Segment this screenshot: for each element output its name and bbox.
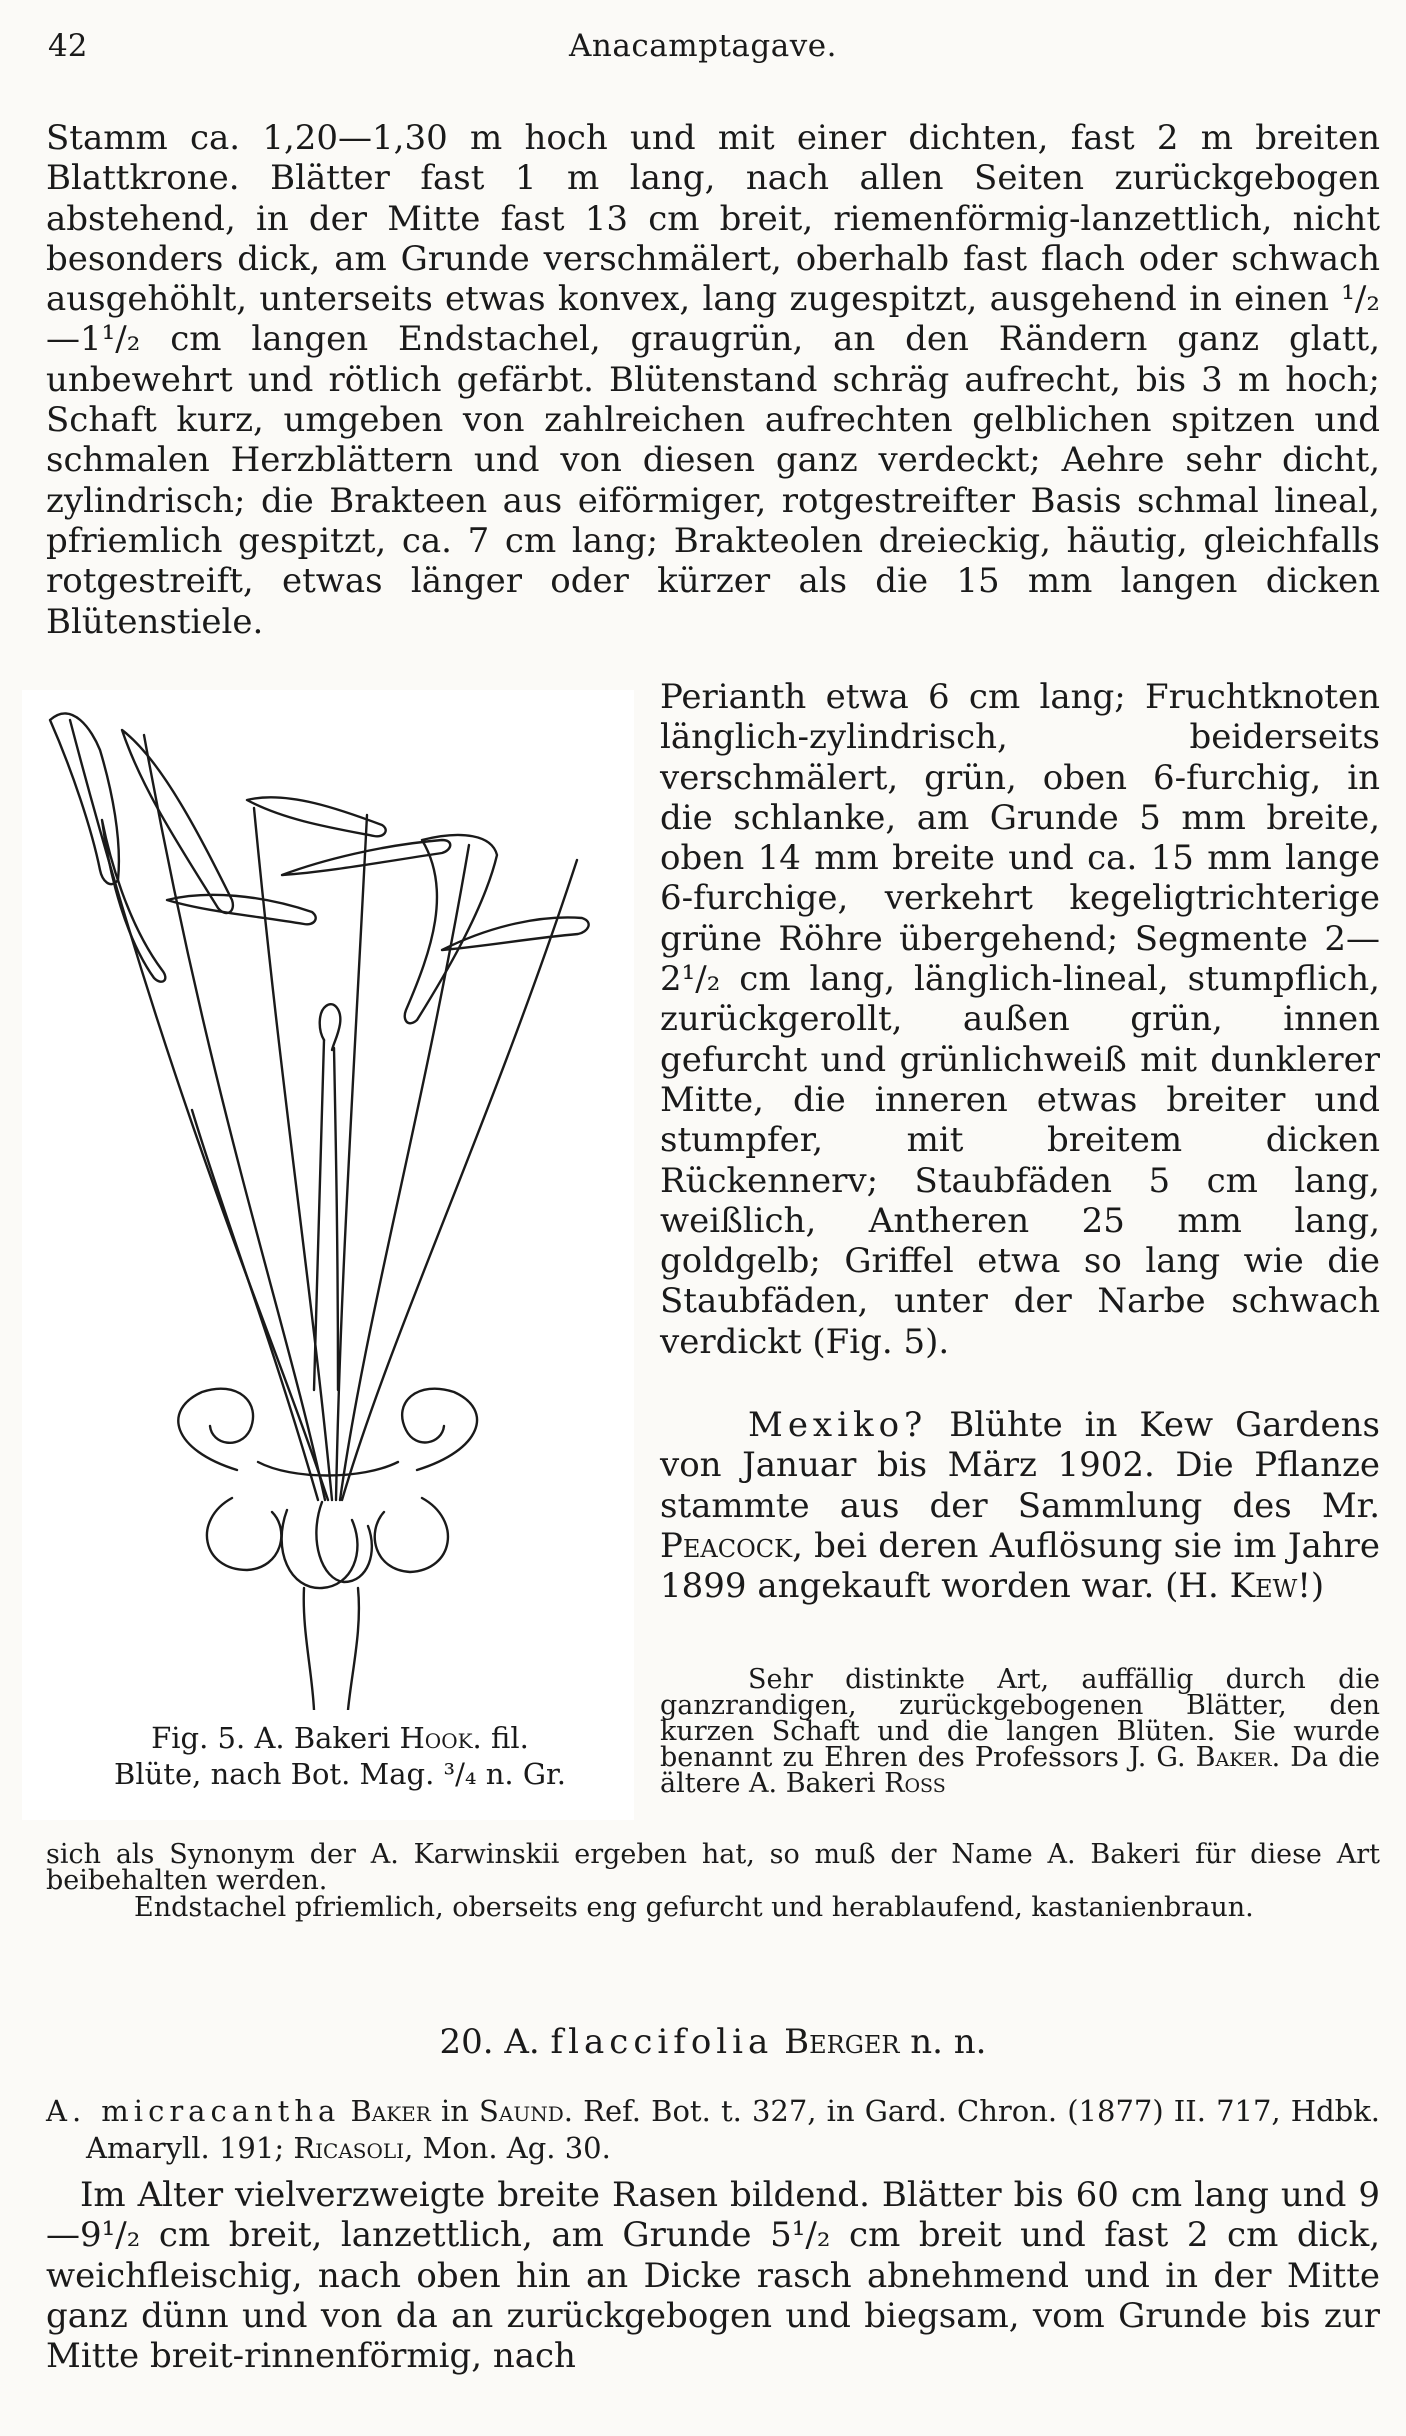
segment-center-front [282,1510,358,1588]
segment-right-outer [402,1389,477,1470]
reference-journal: Saund [479,2094,564,2128]
page-number: 42 [48,28,88,64]
text-run: !) [1297,1566,1325,1607]
caption-text-2: Blüte, nach Bot. Mag. ³/₄ n. Gr. [114,1757,566,1791]
anther-8 [102,820,165,982]
filament-4 [336,815,367,1500]
ovary-right [348,1588,359,1710]
species-number: 20. A. [439,2022,551,2062]
anther-3 [247,797,386,836]
segment-right-inner [375,1498,448,1572]
segment-left-outer [178,1389,253,1470]
caption-text: . fil. [472,1721,529,1755]
anther-7 [442,917,589,950]
text-run: Blühte in Kew Gardens von Januar bis März 1902. Die Pflanze stammte aus der Sammlung des Mr. [660,1405,1380,1526]
filament-7 [192,1110,318,1500]
caption-text: Fig. 5. A. Bakeri [151,1721,400,1755]
text-run: , bei deren Auflösung sie im Jahre 1899 angekauft worden war. (H. [660,1525,1380,1607]
style-right [334,1048,338,1390]
figure-caption [50,1720,630,1792]
reference-author: Ricasoli [293,2131,405,2165]
remark-continuation: sich als Synonym der A. Karwinskii ergeben hat, so muß der Name A. Bakeri für diese Art beibehalten werden. [46,1839,1380,1896]
text-run: Sehr distinkte Art, auffällig durch die ganzrandigen, zurückgebogenen Blätter, den kurzen Schaft und die langen Blüten. Sie wurde benannt zu Ehren des Professors J. G. [660,1664,1380,1773]
running-title: Anacamptagave. [569,28,837,64]
country-name: Mexiko? [748,1405,928,1445]
text-run: n. n. [899,2022,987,2062]
caption-author: Hook [399,1721,473,1755]
locality-paragraph [660,1405,1380,1606]
synonymy-reference [46,2093,1380,2167]
ovary-left [304,1588,314,1710]
person-name: Peacock [660,1525,793,1566]
segment-center-back [316,1502,371,1582]
description-paragraph-1: Stamm ca. 1,20—1,30 m hoch und mit einer dichten, fast 2 m breiten Blattkrone. Blätter fast 1 m lang, nach allen Seiten zurückgebogen abstehend, in der Mitte fast 13 cm breit, riemenförmig-lanzettlich, nicht besonders dick, am Grunde verschmälert, oberhalb fast flach oder schwach ausgehöhlt, unterseits etwas konvex, lang zugespitzt, ausgehend in einen ¹/₂—1¹/₂ cm langen Endstachel, graugrün, an den Rändern ganz glatt, unbewehrt und rötlich gefärbt. Blütenstand schräg aufrecht, bis 3 m hoch; Schaft kurz, umgeben von zahlreichen aufrechten gelblichen spitzen und schmalen Herzblättern und von diesen ganz verdeckt; Aehre sehr dicht, zylindrisch; die Brakteen aus eiförmiger, rotgestreifter Basis schmal lineal, pfriemlich gespitzt, ca. 7 cm lang; Brakteolen dreieckig, häutig, gleichfalls rotgestreift, etwas länger oder kürzer als die 15 mm langen dicken Blütenstiele. [46,118,1380,642]
segment-left-inner [207,1498,281,1570]
filament-6 [342,860,577,1500]
text-run: in [430,2094,480,2128]
text-run: . Ref. Bot. t. 327, in Gard. Chron. (1877) II. 717, Hdbk. Amaryll. 191; [86,2094,1380,2165]
species-author: Berger [784,2022,900,2062]
anther-4 [167,895,316,924]
species-name: flaccifolia [550,2022,774,2062]
endstachel-paragraph: Endstachel pfriemlich, oberseits eng gefurcht und herablaufend, kastanienbraun. [134,1892,1254,1923]
synonym-name: A. micracantha [46,2094,341,2128]
figure-5 [22,690,634,1820]
page-header [48,28,1358,78]
reference-author: Baker [350,2094,431,2128]
anther-6 [405,835,497,1023]
anther-2 [122,730,233,913]
herbarium-name: Kew [1229,1566,1298,1607]
filament-2 [144,735,325,1500]
description-paragraph-2: Perianth etwa 6 cm lang; Fruchtknoten länglich-zylindrisch, beiderseits verschmälert, grün, oben 6-furchig, in die schlanke, am Grunde 5 mm breite, oben 14 mm breite und ca. 15 mm lange 6-furchige, verkehrt kegeligtrichterige grüne Röhre übergehend; Segmente 2—2¹/₂ cm lang, länglich-lineal, stumpflich, zurückgerollt, außen grün, innen gefurcht und grünlichweiß mit dunklerer Mitte, die inneren etwas breiter und stumpfer, mit breitem dicken Rückennerv; Staubfäden 5 cm lang, weißlich, Antheren 25 mm lang, goldgelb; Griffel etwa so lang wie die Staubfäden, unter der Narbe schwach verdickt (Fig. 5). [660,677,1380,1362]
text-run: , Mon. Ag. 30. [404,2131,611,2165]
flower-illustration [22,690,634,1710]
text-run: . Da die ältere A. Bakeri [660,1742,1381,1799]
person-name: Baker [1195,1742,1272,1773]
style-left [314,1040,324,1390]
species-heading [46,2022,1380,2062]
person-name: Ross [884,1768,946,1799]
description-paragraph-3: Im Alter vielverzweigte breite Rasen bildend. Blätter bis 60 cm lang und 9—9¹/₂ cm breit, lanzettlich, am Grunde 5¹/₂ cm breit und fast 2 cm dick, weichfleischig, nach oben hin an Dicke rasch abnehmend und in der Mitte ganz dünn und von da an zurückgebogen und biegsam, vom Grunde bis zur Mitte breit-rinnenförmig, nach [46,2175,1380,2377]
remark-paragraph [660,1664,1381,1799]
